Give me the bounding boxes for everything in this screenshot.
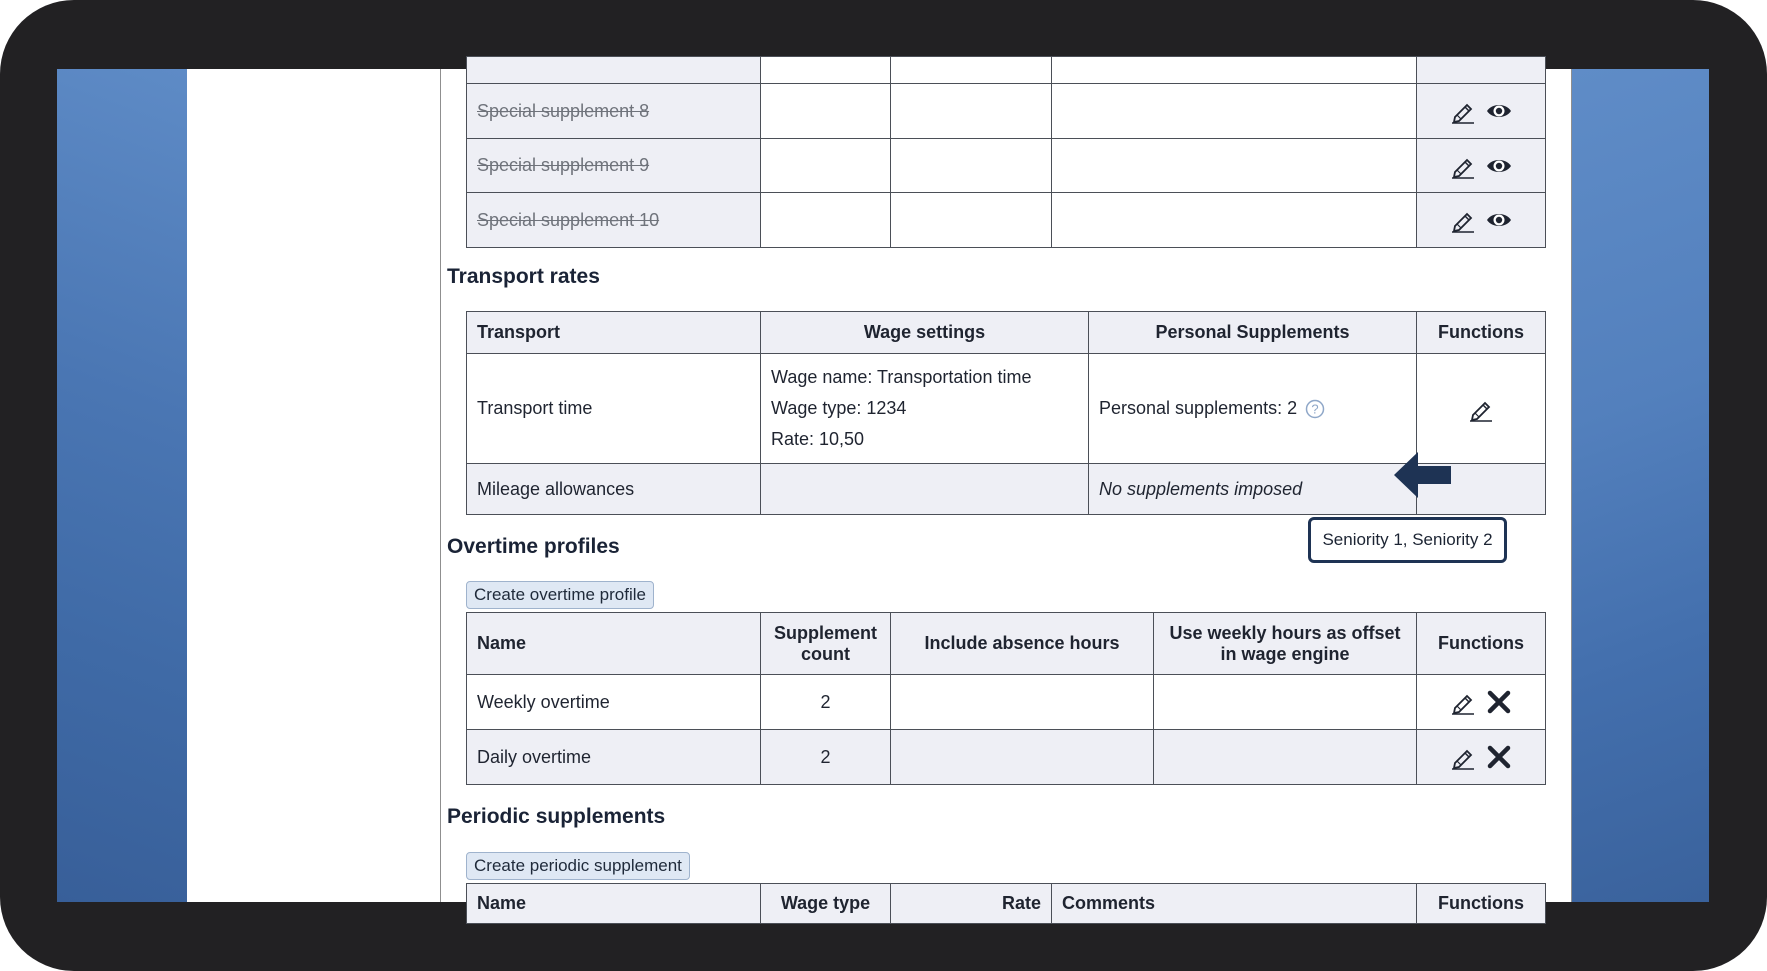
- row-functions: [1417, 730, 1546, 785]
- wage-rate: Rate: 10,50: [771, 429, 865, 449]
- eye-icon[interactable]: [1486, 153, 1512, 179]
- transport-rates-heading: Transport rates: [447, 265, 600, 288]
- close-icon[interactable]: [1486, 689, 1512, 715]
- help-icon[interactable]: [1305, 399, 1325, 419]
- row-functions: [1417, 675, 1546, 730]
- supplement-count: 2: [761, 730, 891, 785]
- personal-supplements-tooltip: Seniority 1, Seniority 2: [1308, 517, 1507, 563]
- overtime-profiles-heading: Overtime profiles: [447, 535, 620, 558]
- table-row: [467, 675, 1546, 730]
- pencil-icon[interactable]: [1450, 689, 1476, 715]
- personal-supplements-count: Personal supplements: 2: [1099, 397, 1298, 418]
- column-header-functions: Functions: [1417, 884, 1546, 924]
- pencil-icon[interactable]: [1450, 153, 1476, 179]
- create-periodic-supplement-button[interactable]: Create periodic supplement: [466, 852, 690, 880]
- table-row: [467, 464, 1546, 515]
- table-row: [467, 193, 1546, 248]
- overtime-name: Weekly overtime: [467, 675, 761, 730]
- column-header-include-absence: Include absence hours: [891, 613, 1154, 675]
- eye-icon[interactable]: [1486, 98, 1512, 124]
- table-row: [467, 730, 1546, 785]
- periodic-supplements-heading: Periodic supplements: [447, 805, 666, 828]
- row-functions: [1417, 354, 1546, 464]
- desktop-wallpaper-right: [1572, 69, 1709, 902]
- personal-supplements-cell: [1089, 354, 1417, 464]
- table-row: [467, 139, 1546, 193]
- column-header-transport: Transport: [467, 312, 761, 354]
- desktop-wallpaper-left: [57, 69, 187, 902]
- wage-settings-cell: [761, 354, 1089, 464]
- column-header-supplement-count: Supplement count: [761, 613, 891, 675]
- column-header-name: Name: [467, 884, 761, 924]
- column-header-personal-supplements: Personal Supplements: [1089, 312, 1417, 354]
- table-row: [467, 84, 1546, 139]
- supplement-name: Special supplement 9: [467, 139, 761, 193]
- column-header-wage-type: Wage type: [761, 884, 891, 924]
- sidebar-panel: [187, 69, 440, 902]
- table-row: [467, 57, 1546, 84]
- supplement-name: Special supplement 10: [467, 193, 761, 248]
- column-header-functions: Functions: [1417, 312, 1546, 354]
- screen: [57, 69, 1709, 913]
- column-header-comments: Comments: [1052, 884, 1417, 924]
- pencil-icon[interactable]: [1468, 396, 1494, 422]
- eye-icon[interactable]: [1486, 207, 1512, 233]
- column-header-name: Name: [467, 613, 761, 675]
- pencil-icon[interactable]: [1450, 744, 1476, 770]
- column-header-weekly-offset: Use weekly hours as offset in wage engine: [1154, 613, 1417, 675]
- transport-rates-table: [466, 311, 1546, 515]
- row-functions: [1417, 139, 1546, 193]
- overtime-profiles-table: [466, 612, 1546, 785]
- transport-name: Transport time: [467, 354, 761, 464]
- column-header-wage-settings: Wage settings: [761, 312, 1089, 354]
- table-header-row: [467, 884, 1546, 924]
- create-overtime-profile-button[interactable]: Create overtime profile: [466, 581, 654, 609]
- row-functions: [1417, 193, 1546, 248]
- periodic-supplements-table: [466, 883, 1546, 924]
- pencil-icon[interactable]: [1450, 207, 1476, 233]
- row-functions: [1417, 84, 1546, 139]
- overtime-name: Daily overtime: [467, 730, 761, 785]
- column-header-functions: Functions: [1417, 613, 1546, 675]
- transport-name: Mileage allowances: [467, 464, 761, 515]
- wage-type: Wage type: 1234: [771, 398, 907, 418]
- supplement-count: 2: [761, 675, 891, 730]
- table-header-row: [467, 312, 1546, 354]
- pencil-icon[interactable]: [1450, 98, 1476, 124]
- special-supplements-table: [466, 56, 1546, 248]
- table-header-row: [467, 613, 1546, 675]
- column-header-rate: Rate: [891, 884, 1052, 924]
- arrow-left-icon: [1394, 450, 1451, 500]
- close-icon[interactable]: [1486, 744, 1512, 770]
- svg-text:?: ?: [1311, 401, 1319, 417]
- personal-supplements-cell: No supplements imposed: [1089, 464, 1417, 515]
- table-row: [467, 354, 1546, 464]
- wage-name: Wage name: Transportation time: [771, 367, 1032, 387]
- supplement-name: Special supplement 8: [467, 84, 761, 139]
